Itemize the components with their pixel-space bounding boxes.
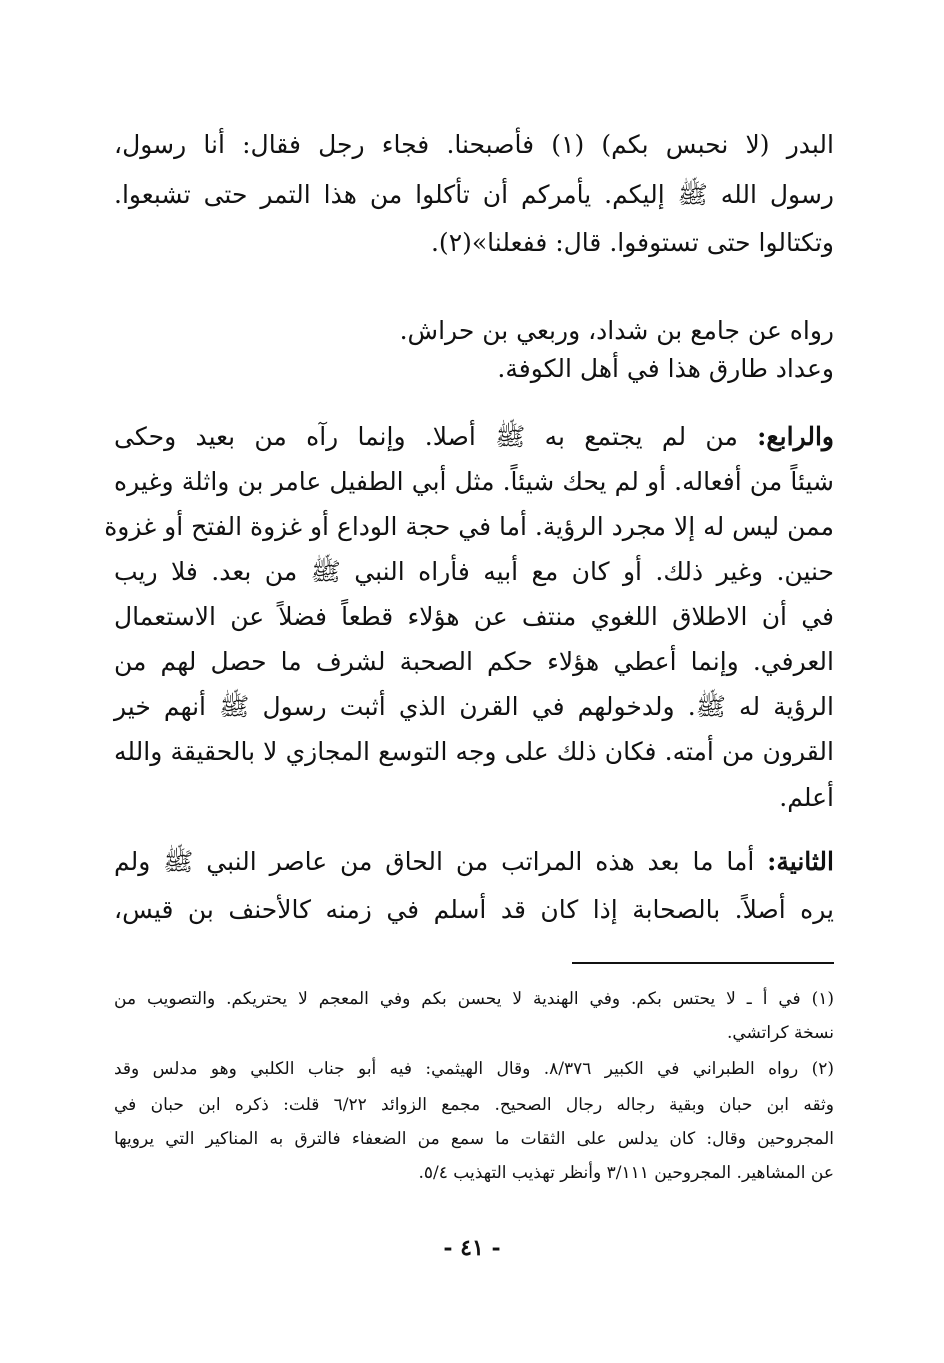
text-line: البدر (لا نحبس بكم) (١) فأصبحنا. فجاء رجل فقال: أنا رسول،	[114, 130, 834, 159]
footnote-line: عن المشاهير. المجروحين ٣/١١١ وأنظر تهذيب التهذيب ٥/٤.	[418, 1163, 834, 1183]
text-line: في أن الاطلاق اللغوي منتف عن هؤلاء قطعاً فضلاً عن الاستعمال	[114, 602, 834, 631]
text-line: الرؤية له ﷺ. ولدخولهم في القرن الذي أثبت رسول ﷺ أنهم خير	[114, 692, 835, 721]
text-line: وتكتالوا حتى تستوفوا. قال: ففعلنا»(٢).	[430, 228, 834, 257]
footnote-line: المجروحين وقال: كان يدلس على الثقات ما سمع من الضعفاء فالترق به المناكير التي يرويها	[114, 1129, 834, 1149]
text-line: ممن ليس له إلا مجرد الرؤية. أما في حجة الوداع أو غزوة الفتح أو غزوة	[104, 512, 834, 541]
text-line: يره أصلاً. بالصحابة إذا كان قد أسلم في زمنه كالأحنف بن قيس،	[114, 895, 834, 924]
footnote-line: وثقه ابن حبان وبقية رجاله رجال الصحيح. مجمع الزوائد ٦/٢٢ قلت: ذكره ابن حبان في	[114, 1095, 834, 1115]
text-line: شيئاً من أفعاله. أو لم يحك شيئاً. مثل أبي الطفيل عامر بن واثلة وغيره	[114, 467, 834, 496]
page-number: - ٤١ -	[443, 1235, 501, 1261]
footnote-line: نسخة كراتشي.	[726, 1023, 834, 1043]
text-line: حنين. وغير ذلك. أو كان مع أبيه فأراه النبي ﷺ من بعد. فلا ريب	[114, 557, 834, 586]
footnote-separator	[572, 962, 834, 964]
text-segment: من لم يجتمع به ﷺ أصلا. وإنما رآه من بعيد وحكى	[114, 422, 758, 451]
text-line	[114, 845, 834, 879]
text-line: رواه عن جامع بن شداد، وربعي بن حراش.	[399, 316, 834, 345]
text-segment: أما ما بعد هذه المراتب من الحاق من عاصر النبي ﷺ ولم	[114, 847, 768, 876]
text-line: أعلم.	[779, 783, 834, 812]
text-line	[114, 420, 834, 454]
footnote-line: (٢) رواه الطبراني في الكبير ٨/٣٧٦. وقال الهيثمي: فيه أبو جناب الكلبي وهو مدلس وقد	[114, 1059, 834, 1079]
paragraph-keyword: الثانية:	[767, 847, 834, 876]
footnote-line: (١) في أ ـ لا يحتس بكم. وفي الهندية لا يحسن بكم وفي المعجم لا يحتريكم. والتصويب من	[114, 989, 834, 1009]
paragraph-keyword: والرابع:	[757, 422, 834, 451]
text-line: رسول الله ﷺ إليكم. يأمركم أن تأكلوا من هذا التمر حتى تشبعوا.	[114, 180, 834, 209]
text-line: وعداد طارق هذا في أهل الكوفة.	[497, 354, 834, 383]
text-line: القرون من أمته. فكان ذلك على وجه التوسع المجازي لا بالحقيقة والله	[114, 737, 834, 766]
text-line: العرفي. وإنما أعطي هؤلاء حكم الصحبة لشرف ما حصل لهم من	[114, 647, 834, 676]
